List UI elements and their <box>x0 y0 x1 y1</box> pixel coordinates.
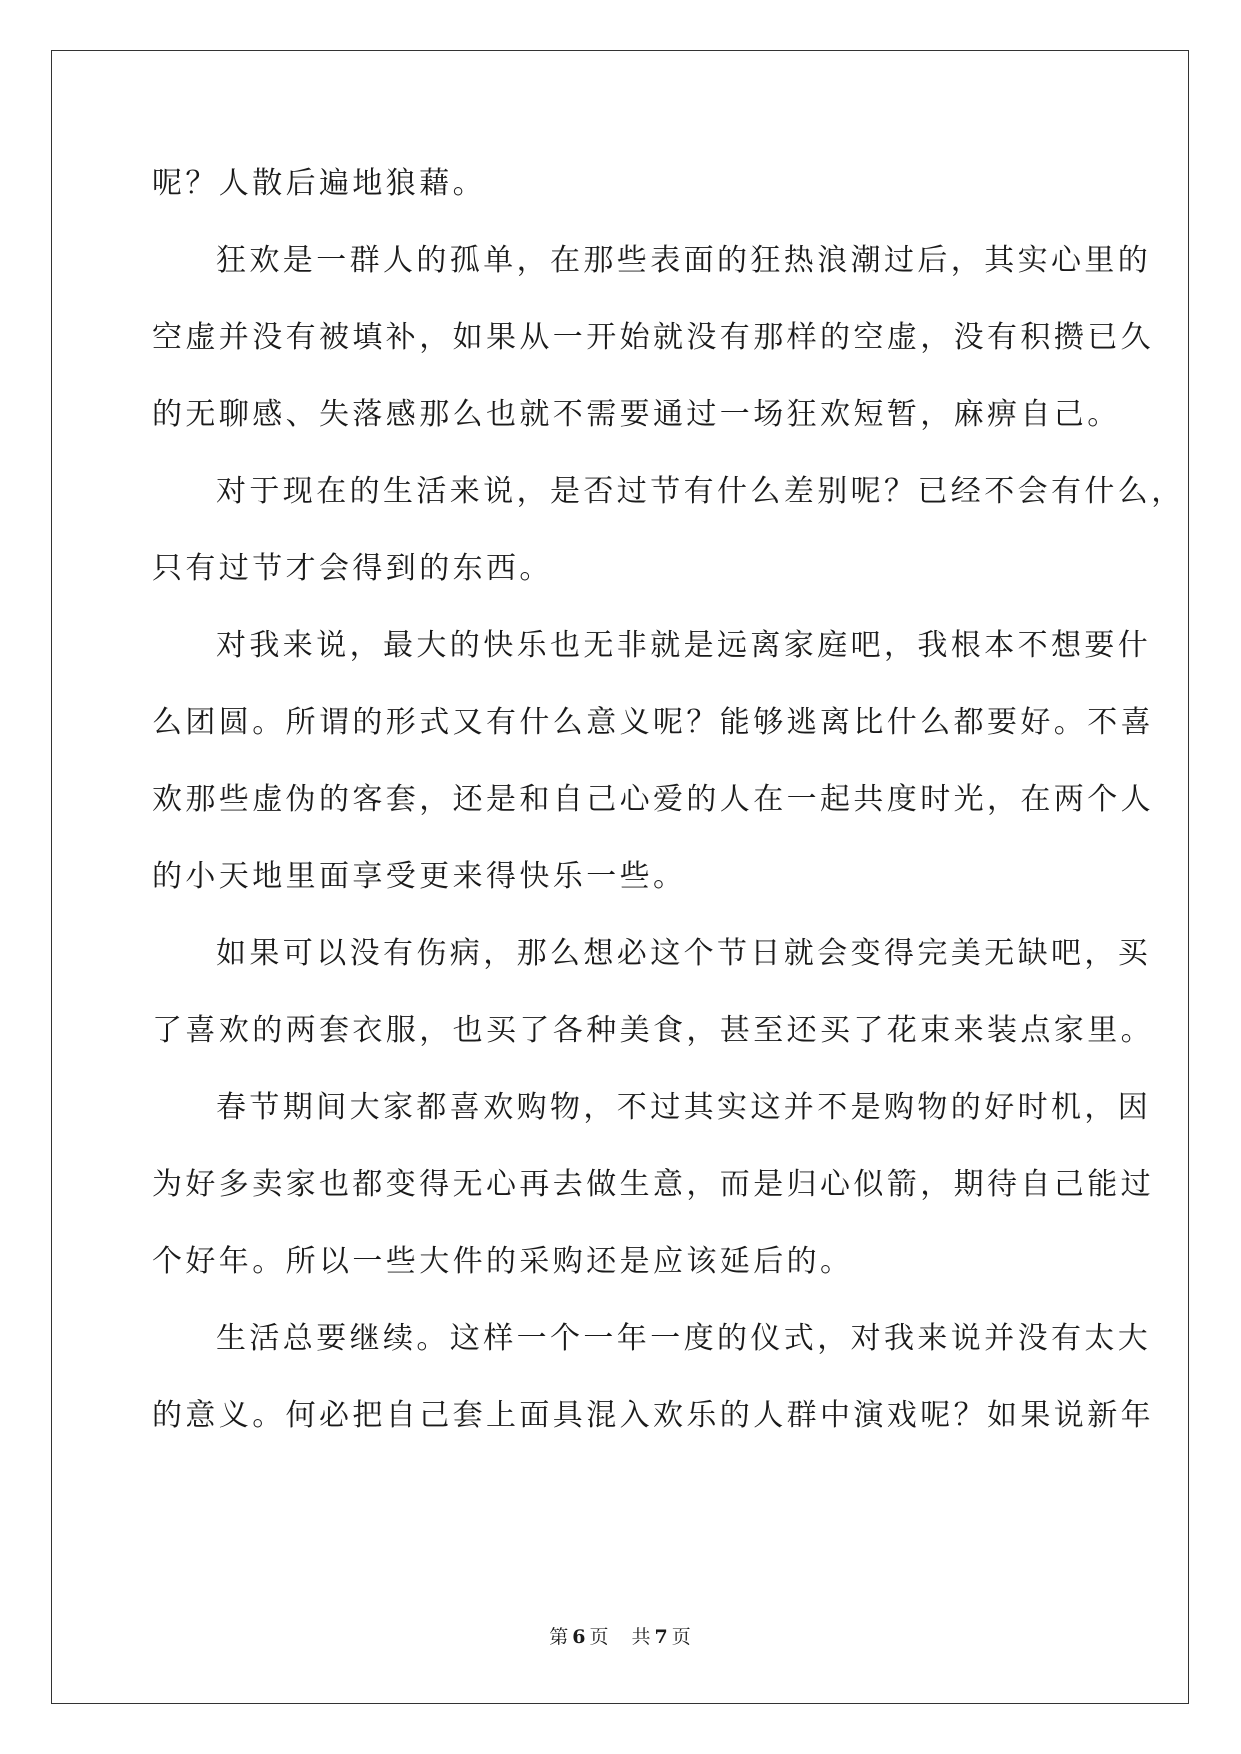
page-suffix: 页 <box>589 1626 610 1648</box>
text-line: 的无聊感、失落感那么也就不需要通过一场狂欢短暂，麻痹自己。 <box>152 397 1121 432</box>
text-line: 的意义。何必把自己套上面具混入欢乐的人群中演戏呢？如果说新年 <box>152 1398 1154 1433</box>
total-suffix: 页 <box>671 1626 692 1648</box>
text-line: 对我来说，最大的快乐也无非就是远离家庭吧，我根本不想要什 <box>216 628 1152 663</box>
current-page-number: 6 <box>572 1626 587 1648</box>
text-line: 空虚并没有被填补，如果从一开始就没有那样的空虚，没有积攒已久 <box>152 320 1154 355</box>
text-line: 个好年。所以一些大件的采购还是应该延后的。 <box>152 1244 854 1279</box>
page-prefix: 第 <box>549 1626 570 1648</box>
text-line: 只有过节才会得到的东西。 <box>152 551 553 586</box>
text-line: 如果可以没有伤病，那么想必这个节日就会变得完美无缺吧，买 <box>216 936 1152 971</box>
text-line: 为好多卖家也都变得无心再去做生意，而是归心似箭，期待自己能过 <box>152 1167 1154 1202</box>
text-line: 狂欢是一群人的孤单，在那些表面的狂热浪潮过后，其实心里的 <box>216 243 1152 278</box>
total-prefix: 共 <box>631 1626 652 1648</box>
text-line: 欢那些虚伪的客套，还是和自己心爱的人在一起共度时光，在两个人 <box>152 782 1154 817</box>
document-body <box>152 155 1185 1464</box>
page-footer <box>0 1622 1241 1649</box>
text-line: 了喜欢的两套衣服，也买了各种美食，甚至还买了花束来装点家里。 <box>152 1013 1154 1048</box>
total-page-number: 7 <box>654 1626 669 1648</box>
text-line: 生活总要继续。这样一个一年一度的仪式，对我来说并没有太大 <box>216 1321 1152 1356</box>
text-line: 春节期间大家都喜欢购物，不过其实这并不是购物的好时机，因 <box>216 1090 1152 1125</box>
text-line: 呢？人散后遍地狼藉。 <box>152 166 486 201</box>
text-line: 么团圆。所谓的形式又有什么意义呢？能够逃离比什么都要好。不喜 <box>152 705 1154 740</box>
text-line: 的小天地里面享受更来得快乐一些。 <box>152 859 687 894</box>
text-line: 对于现在的生活来说，是否过节有什么差别呢？已经不会有什么， <box>216 474 1185 509</box>
